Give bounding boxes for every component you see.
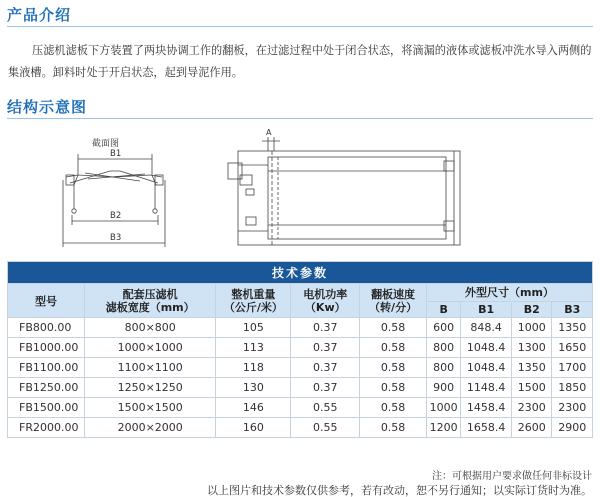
cell-power: 0.37 [291, 358, 360, 378]
header-dim-b2: B2 [511, 301, 551, 318]
cell-speed: 0.58 [360, 318, 427, 338]
cell-plate: 1500×1500 [84, 398, 216, 418]
a-label: A [266, 128, 272, 137]
cell-power: 0.55 [291, 418, 360, 438]
intro-section-title: 产品介绍 [7, 6, 72, 24]
cell-speed: 0.58 [360, 378, 427, 398]
header-power: 电机功率 （Kw） [291, 284, 360, 318]
b1-label: B1 [110, 149, 122, 159]
header-plate-width: 配套压滤机 滤板宽度（mm） [84, 284, 216, 318]
cell-b2: 1350 [511, 358, 551, 378]
left-drain-icon [72, 209, 76, 213]
cell-b1: 1048.4 [461, 358, 512, 378]
right-bearing-bottom [444, 221, 454, 231]
cell-b: 1000 [426, 398, 460, 418]
cell-weight: 118 [216, 358, 291, 378]
cell-plate: 1100×1100 [84, 358, 216, 378]
cell-b2: 2300 [511, 398, 551, 418]
footnote-disclaimer: 以上图片和技术参数仅供参考，若有改动，恕不另行通知；以实际订货时为准。 [207, 484, 592, 497]
cell-b: 800 [426, 358, 460, 378]
header-dim-b3: B3 [552, 301, 593, 318]
header-dims: 外型尺寸（mm） [426, 284, 592, 302]
structure-section-title: 结构示意图 [7, 98, 88, 116]
cell-speed: 0.58 [360, 418, 427, 438]
cell-model: FB1500.00 [8, 398, 85, 418]
structure-diagram [0, 125, 600, 257]
cell-model: FB1100.00 [8, 358, 85, 378]
cell-b1: 1458.4 [461, 398, 512, 418]
cell-weight: 130 [216, 378, 291, 398]
cell-model: FR2000.00 [8, 418, 85, 438]
cell-model: FB1000.00 [8, 338, 85, 358]
cell-plate: 2000×2000 [84, 418, 216, 438]
cell-power: 0.55 [291, 398, 360, 418]
cell-b3: 1850 [552, 378, 593, 398]
cell-b: 600 [426, 318, 460, 338]
header-weight: 整机重量 （公斤/米） [216, 284, 291, 318]
cell-speed: 0.58 [360, 398, 427, 418]
table-row [8, 378, 593, 398]
b3-label: B3 [110, 233, 122, 243]
cell-model: FB1250.00 [8, 378, 85, 398]
table-row [8, 418, 593, 438]
cross-section-label: 截面图 [92, 139, 120, 149]
footnote-custom: 注：可根据用户要求做任何非标设计 [432, 471, 592, 482]
cell-b2: 1000 [511, 318, 551, 338]
cell-plate: 1250×1250 [84, 378, 216, 398]
cell-b: 1200 [426, 418, 460, 438]
cell-b3: 1350 [552, 318, 593, 338]
cell-b2: 1500 [511, 378, 551, 398]
cell-b1: 1658.4 [461, 418, 512, 438]
spec-table [7, 261, 593, 438]
cell-plate: 800×800 [84, 318, 216, 338]
header-model: 型号 [8, 284, 85, 318]
cell-plate: 1000×1000 [84, 338, 216, 358]
cell-speed: 0.58 [360, 338, 427, 358]
spec-table-body [8, 318, 593, 438]
table-row [8, 358, 593, 378]
cell-b2: 1300 [511, 338, 551, 358]
cell-b2: 2600 [511, 418, 551, 438]
plan-inner-frame [268, 157, 446, 239]
right-bearing-top [444, 161, 454, 171]
table-row [8, 398, 593, 418]
header-speed: 翻板速度 （转/分） [360, 284, 427, 318]
cell-b3: 1650 [552, 338, 593, 358]
cell-weight: 160 [216, 418, 291, 438]
intro-paragraph: 压滤机滤板下方装置了两块协调工作的翻板，在过滤过程中处于闭合状态，将滴漏的液体或滤板冲洗水导入两侧的集液槽。卸料时处于开启状态，起到导泥作用。 [8, 44, 592, 79]
b2-label: B2 [110, 211, 122, 221]
cell-b1: 1048.4 [461, 338, 512, 358]
cell-speed: 0.58 [360, 358, 427, 378]
plan-outer-frame [238, 151, 460, 245]
cell-b1: 848.4 [461, 318, 512, 338]
cell-b: 900 [426, 378, 460, 398]
structure-section-rule [7, 118, 593, 119]
cell-model: FB800.00 [8, 318, 85, 338]
cell-b3: 2300 [552, 398, 593, 418]
cell-b3: 2900 [552, 418, 593, 438]
spec-table-title: 技术参数 [8, 262, 593, 284]
table-row [8, 318, 593, 338]
header-dim-b: B [426, 301, 460, 318]
cell-weight: 146 [216, 398, 291, 418]
cell-power: 0.37 [291, 378, 360, 398]
cell-b1: 1148.4 [461, 378, 512, 398]
right-drain-icon [153, 209, 157, 213]
intro-section-rule [7, 26, 593, 27]
cell-b3: 1700 [552, 358, 593, 378]
cell-power: 0.37 [291, 318, 360, 338]
cell-weight: 113 [216, 338, 291, 358]
header-dim-b1: B1 [461, 301, 512, 318]
table-row [8, 338, 593, 358]
cell-b: 800 [426, 338, 460, 358]
left-bearing [246, 189, 254, 195]
cell-weight: 105 [216, 318, 291, 338]
cell-power: 0.37 [291, 338, 360, 358]
